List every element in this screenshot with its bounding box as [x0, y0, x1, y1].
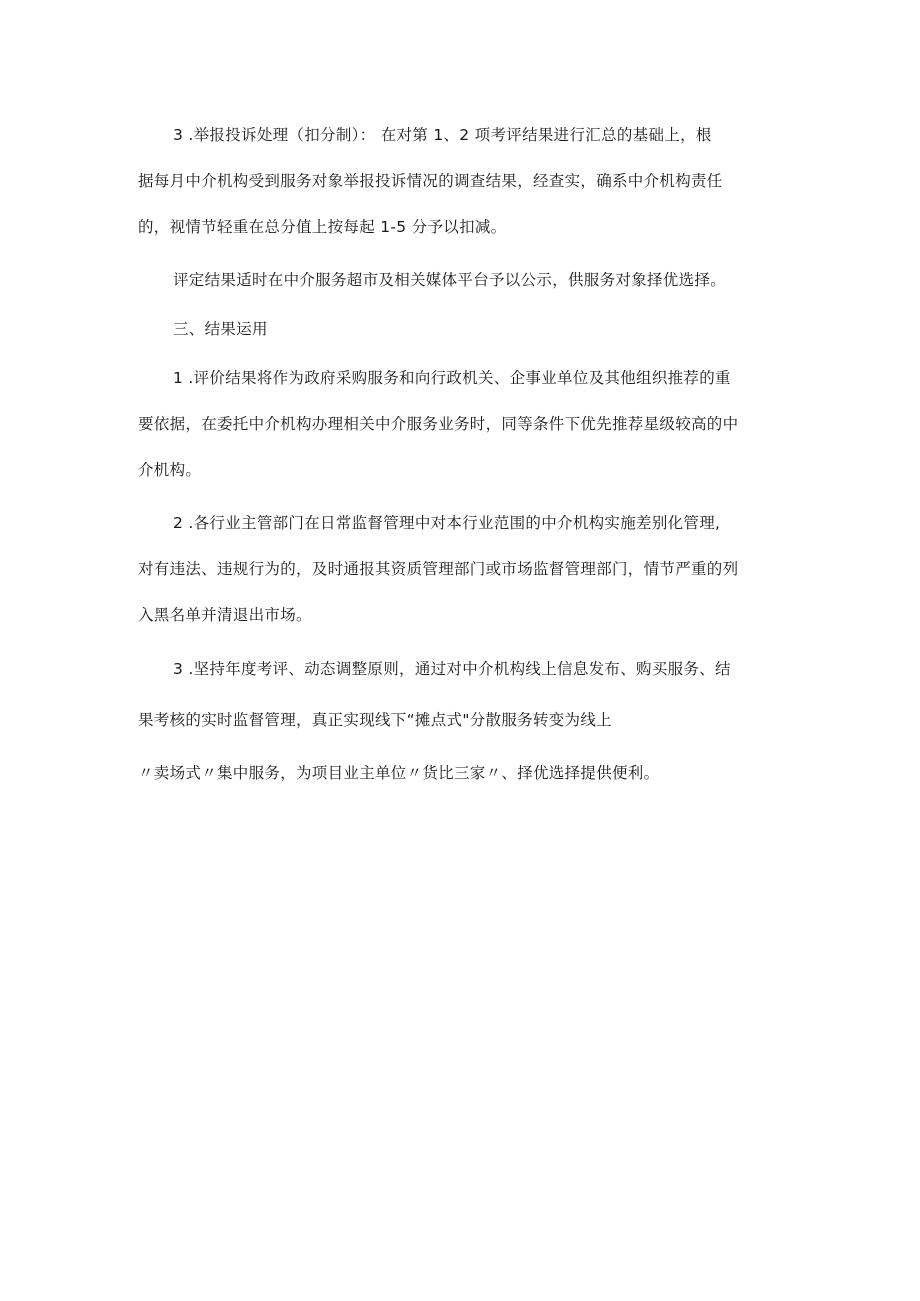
paragraph-line: 〃卖场式〃集中服务，为项目业主单位〃货比三家〃、择优选择提供便利。 — [138, 764, 660, 782]
paragraph-publication — [138, 257, 783, 303]
paragraph-complaint-handling — [138, 112, 783, 250]
paragraph-line: 对有违法、违规行为的，及时通报其资质管理部门或市场监督管理部门，情节严重的列 — [138, 560, 739, 578]
paragraph-line: 果考核的实时监督管理，真正实现线下“摊点式"分散服务转变为线上 — [138, 711, 612, 729]
paragraph-line: 2 .各行业主管部门在日常监督管理中对本行业范围的中介机构实施差别化管理, — [173, 514, 721, 532]
section-heading: 三、结果运用 — [173, 320, 268, 338]
paragraph-line: 据每月中介机构受到服务对象举报投诉情况的调查结果，经查实，确系中介机构责任 — [138, 172, 723, 190]
paragraph-item-3 — [138, 646, 783, 798]
paragraph-line: 3 .坚持年度考评、动态调整原则，通过对中介机构线上信息发布、购买服务、结 — [173, 660, 731, 678]
paragraph-line: 评定结果适时在中介服务超市及相关媒体平台予以公示，供服务对象择优选择。 — [173, 271, 727, 289]
paragraph-item-1 — [138, 355, 783, 493]
paragraph-line: 3 .举报投诉处理（扣分制）： 在对第 1、2 项考评结果进行汇总的基础上，根 — [173, 126, 712, 144]
paragraph-line: 入黑名单并清退出市场。 — [138, 606, 312, 624]
paragraph-line: 要依据，在委托中介机构办理相关中介服务业务时，同等条件下优先推荐星级较高的中 — [138, 415, 739, 433]
section-heading-result-usage — [138, 306, 783, 352]
paragraph-line: 介机构。 — [138, 461, 202, 479]
paragraph-line: 1 .评价结果将作为政府采购服务和向行政机关、企事业单位及其他组织推荐的重 — [173, 369, 731, 387]
paragraph-item-2 — [138, 500, 783, 638]
paragraph-line: 的，视情节轻重在总分值上按每起 1-5 分予以扣减。 — [138, 218, 507, 236]
